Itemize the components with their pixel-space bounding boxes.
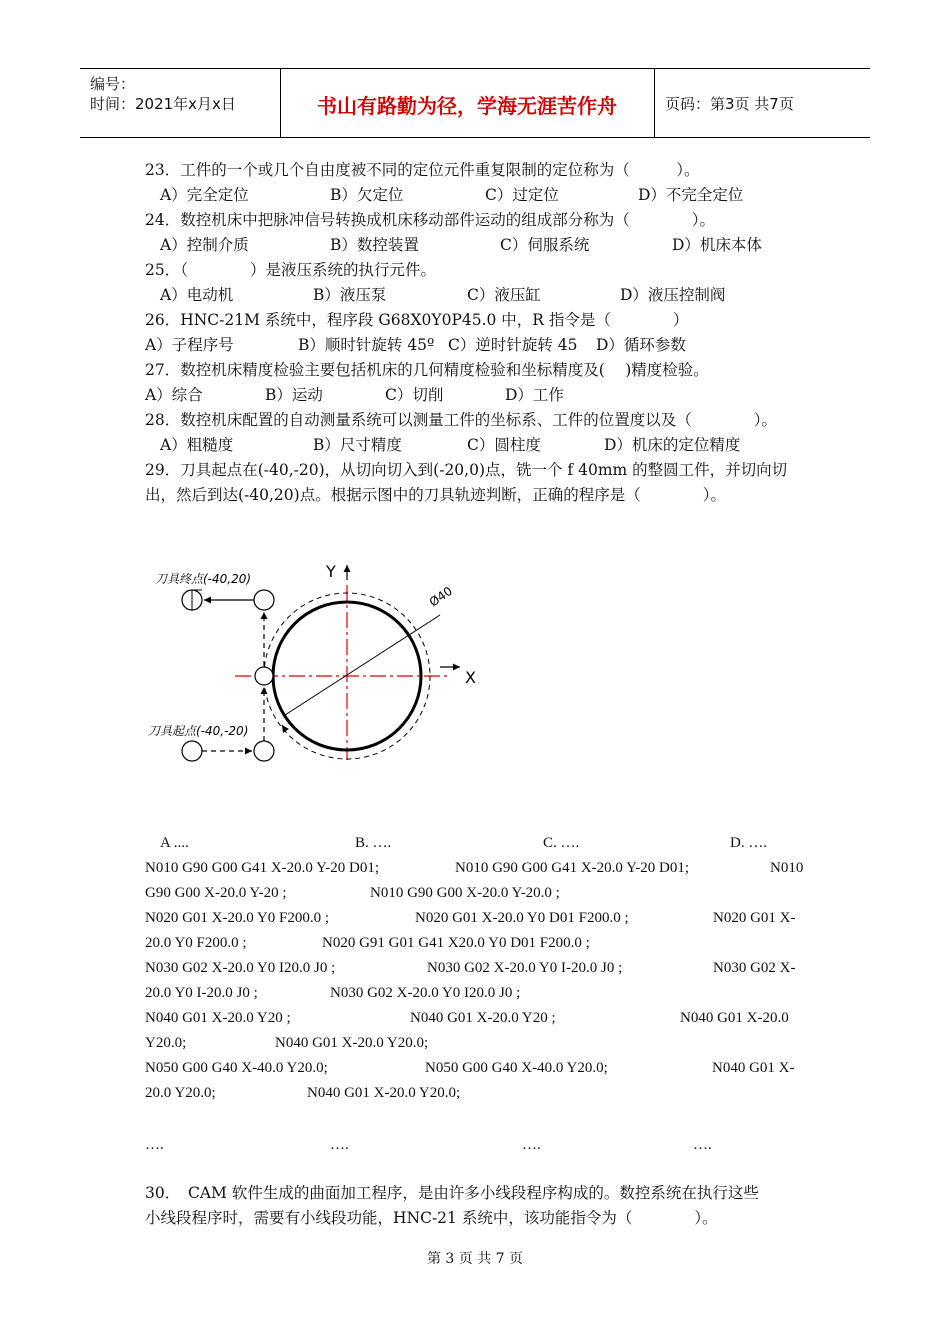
q30-line1: 30． CAM 软件生成的曲面加工程序，是由许多小线段程序构成的。数控系统在执行这些	[145, 1184, 759, 1202]
q27-option-c: C）切削	[385, 386, 444, 404]
q29-stem-line1: 29．刀具起点在(-40,-20)，从切向切入到(-20,0)点，铣一个 f 40mm 的整圆工件，并切向切	[145, 461, 788, 479]
q26-option-d: D）循环参数	[596, 336, 686, 354]
ellipsis: ….	[693, 1137, 712, 1153]
q26-option-c: C）逆时针旋转 45	[448, 336, 578, 354]
code-line: N030 G02 X-20.0 Y0 I20.0 J0 ;	[330, 985, 521, 1001]
q23-option-b: B）欠定位	[330, 186, 404, 204]
tool-entry-circle	[255, 667, 273, 685]
q28-option-c: C）圆柱度	[467, 436, 541, 454]
code-line: N020 G01 X-20.0 Y0 D01 F200.0 ;	[415, 910, 629, 926]
option-c-head: C. ….	[543, 835, 580, 851]
q29-stem-line2: 出，然后到达(-40,20)点。根据示图中的刀具轨迹判断，正确的程序是（ ）。	[145, 486, 726, 504]
q23-option-c: C）过定位	[485, 186, 559, 204]
end-point-label: 刀具终点(-40,20)	[155, 572, 252, 586]
code-line: N050 G00 G40 X-40.0 Y20.0;	[425, 1060, 608, 1076]
q28-option-a: A）粗糙度	[160, 436, 234, 454]
q25-option-c: C）液压缸	[467, 286, 541, 304]
ellipsis: ….	[522, 1137, 541, 1153]
page-header	[80, 68, 870, 138]
diameter-label: Ø40	[426, 583, 455, 610]
q23-option-a: A）完全定位	[160, 186, 249, 204]
q27-stem: 27．数控机床精度检验主要包括机床的几何精度检验和坐标精度及( )精度检验。	[145, 361, 709, 379]
q25-stem: 25．（ ）是液压系统的执行元件。	[145, 261, 436, 279]
code-line: N040 G01 X-	[712, 1060, 795, 1076]
q25-option-b: B）液压泵	[313, 286, 387, 304]
date-label: 时间：2021年x月x日	[90, 95, 236, 113]
code-line: N040 G01 X-20.0 Y20 ;	[410, 1010, 556, 1026]
q23-stem: 23．工件的一个或几个自由度被不同的定位元件重复限制的定位称为（ ）。	[145, 161, 700, 179]
motto: 书山有路勤为径，学海无涯苦作舟	[317, 94, 617, 118]
code-line: N020 G01 X-	[713, 910, 796, 926]
option-d-head: D. ….	[730, 835, 768, 851]
code-line: N040 G01 X-20.0	[680, 1010, 789, 1026]
q24-option-d: D）机床本体	[672, 236, 762, 254]
code-line: N010 G90 G00 G41 X-20.0 Y-20 D01;	[145, 860, 380, 876]
q24-stem: 24．数控机床中把脉冲信号转换成机床移动部件运动的组成部分称为（ ）。	[145, 211, 715, 229]
q28-stem: 28．数控机床配置的自动测量系统可以测量工件的坐标系、工件的位置度以及（ ）。	[145, 411, 777, 429]
code-line: 20.0 Y0 F200.0 ;	[145, 935, 247, 951]
q27-option-d: D）工作	[505, 386, 564, 404]
q27-option-b: B）运动	[265, 386, 323, 404]
code-line: N030 G02 X-20.0 Y0 I20.0 J0 ;	[145, 960, 336, 976]
tool-exit-circle	[254, 590, 274, 610]
toolpath-figure	[140, 555, 500, 785]
q26-option-b: B）顺时针旋转 45º	[298, 336, 435, 354]
start-point-label: 刀具起点(-40,-20)	[148, 724, 249, 738]
code-line: N010 G90 G00 G41 X-20.0 Y-20 D01;	[455, 860, 690, 876]
code-line: N040 G01 X-20.0 Y20 ;	[145, 1010, 291, 1026]
header-meta	[80, 69, 281, 137]
q27-option-a: A）综合	[145, 386, 203, 404]
code-line: N030 G02 X-	[713, 960, 796, 976]
code-line: N040 G01 X-20.0 Y20.0;	[307, 1085, 461, 1101]
q25-option-a: A）电动机	[160, 286, 234, 304]
code-line: N040 G01 X-20.0 Y20.0;	[275, 1035, 429, 1051]
q26-stem: 26．HNC-21M 系统中，程序段 G68X0Y0P45.0 中，R 指令是（ ）	[145, 311, 689, 329]
q24-option-c: C）伺服系统	[500, 236, 590, 254]
code-line: Y20.0;	[145, 1035, 187, 1051]
code-line: G90 G00 X-20.0 Y-20 ;	[145, 885, 287, 901]
code-line: N050 G00 G40 X-40.0 Y20.0;	[145, 1060, 328, 1076]
q24-option-a: A）控制介质	[160, 236, 249, 254]
option-b-head: B. ….	[355, 835, 392, 851]
q28-option-b: B）尺寸精度	[313, 436, 402, 454]
option-a-head: A ....	[160, 835, 189, 851]
x-axis-label: X	[465, 668, 476, 687]
code-line: 20.0 Y0 I-20.0 J0 ;	[145, 985, 258, 1001]
code-line: N010 G90 G00 X-20.0 Y-20.0 ;	[370, 885, 560, 901]
tool-start-circle	[182, 741, 202, 761]
header-page-cell	[655, 69, 870, 137]
q30-line2: 小线段程序时，需要有小线段功能，HNC-21 系统中，该功能指令为（ ）。	[145, 1209, 718, 1227]
code-line: 20.0 Y20.0;	[145, 1085, 216, 1101]
page-label: 页码：第3页 共7页	[665, 95, 794, 113]
header-motto-cell	[280, 69, 655, 137]
code-line: N030 G02 X-20.0 Y0 I-20.0 J0 ;	[427, 960, 623, 976]
y-axis-label: Y	[326, 562, 336, 581]
ellipsis: ….	[330, 1137, 349, 1153]
q26-option-a: A）子程序号	[145, 336, 234, 354]
q23-option-d: D）不完全定位	[638, 186, 744, 204]
ellipsis: ….	[145, 1137, 164, 1153]
q25-option-d: D）液压控制阀	[620, 286, 726, 304]
q28-option-d: D）机床的定位精度	[604, 436, 741, 454]
code-line: N010	[770, 860, 804, 876]
q24-option-b: B）数控装置	[330, 236, 419, 254]
tool-approach-circle	[254, 741, 274, 761]
number-label: 编号：	[90, 75, 136, 93]
page-footer: 第 3 页 共 7 页	[426, 1251, 524, 1267]
code-line: N020 G91 G01 G41 X20.0 Y0 D01 F200.0 ;	[322, 935, 590, 951]
code-line: N020 G01 X-20.0 Y0 F200.0 ;	[145, 910, 330, 926]
